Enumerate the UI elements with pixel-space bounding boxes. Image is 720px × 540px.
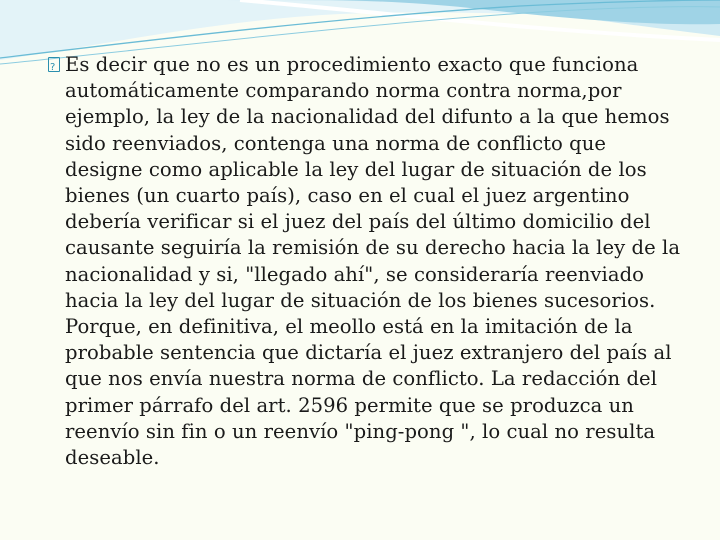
body-paragraph — [48, 52, 688, 471]
missing-glyph-icon — [48, 57, 60, 72]
body-text: Es decir que no es un procedimiento exacto que funciona automáticamente comparando norma contra norma,por ejemplo, la ley de la nacionalidad del difunto a la que hemos sido reenviados, contenga una norma de conflicto que designe como aplicable la ley del lugar de situación de los bienes (un cuarto país), caso en el cual el juez argentino debería verificar si el juez del país del último domicilio del causante seguiría la remisión de su derecho hacia la ley de la nacionalidad y si, "llegado ahí", se consideraría reenviado hacia la ley del lugar de situación de los bienes sucesorios. Porque, en definitiva, el meollo está en la imitación de la probable sentencia que dictaría el juez extranjero del país al que nos envía nuestra norma de conflicto. La redacción del primer párrafo del art. 2596 permite que se produzca un reenvío sin fin o un reenvío "ping-pong ", lo cual no resulta deseable. — [65, 53, 681, 470]
content-area — [48, 52, 688, 471]
